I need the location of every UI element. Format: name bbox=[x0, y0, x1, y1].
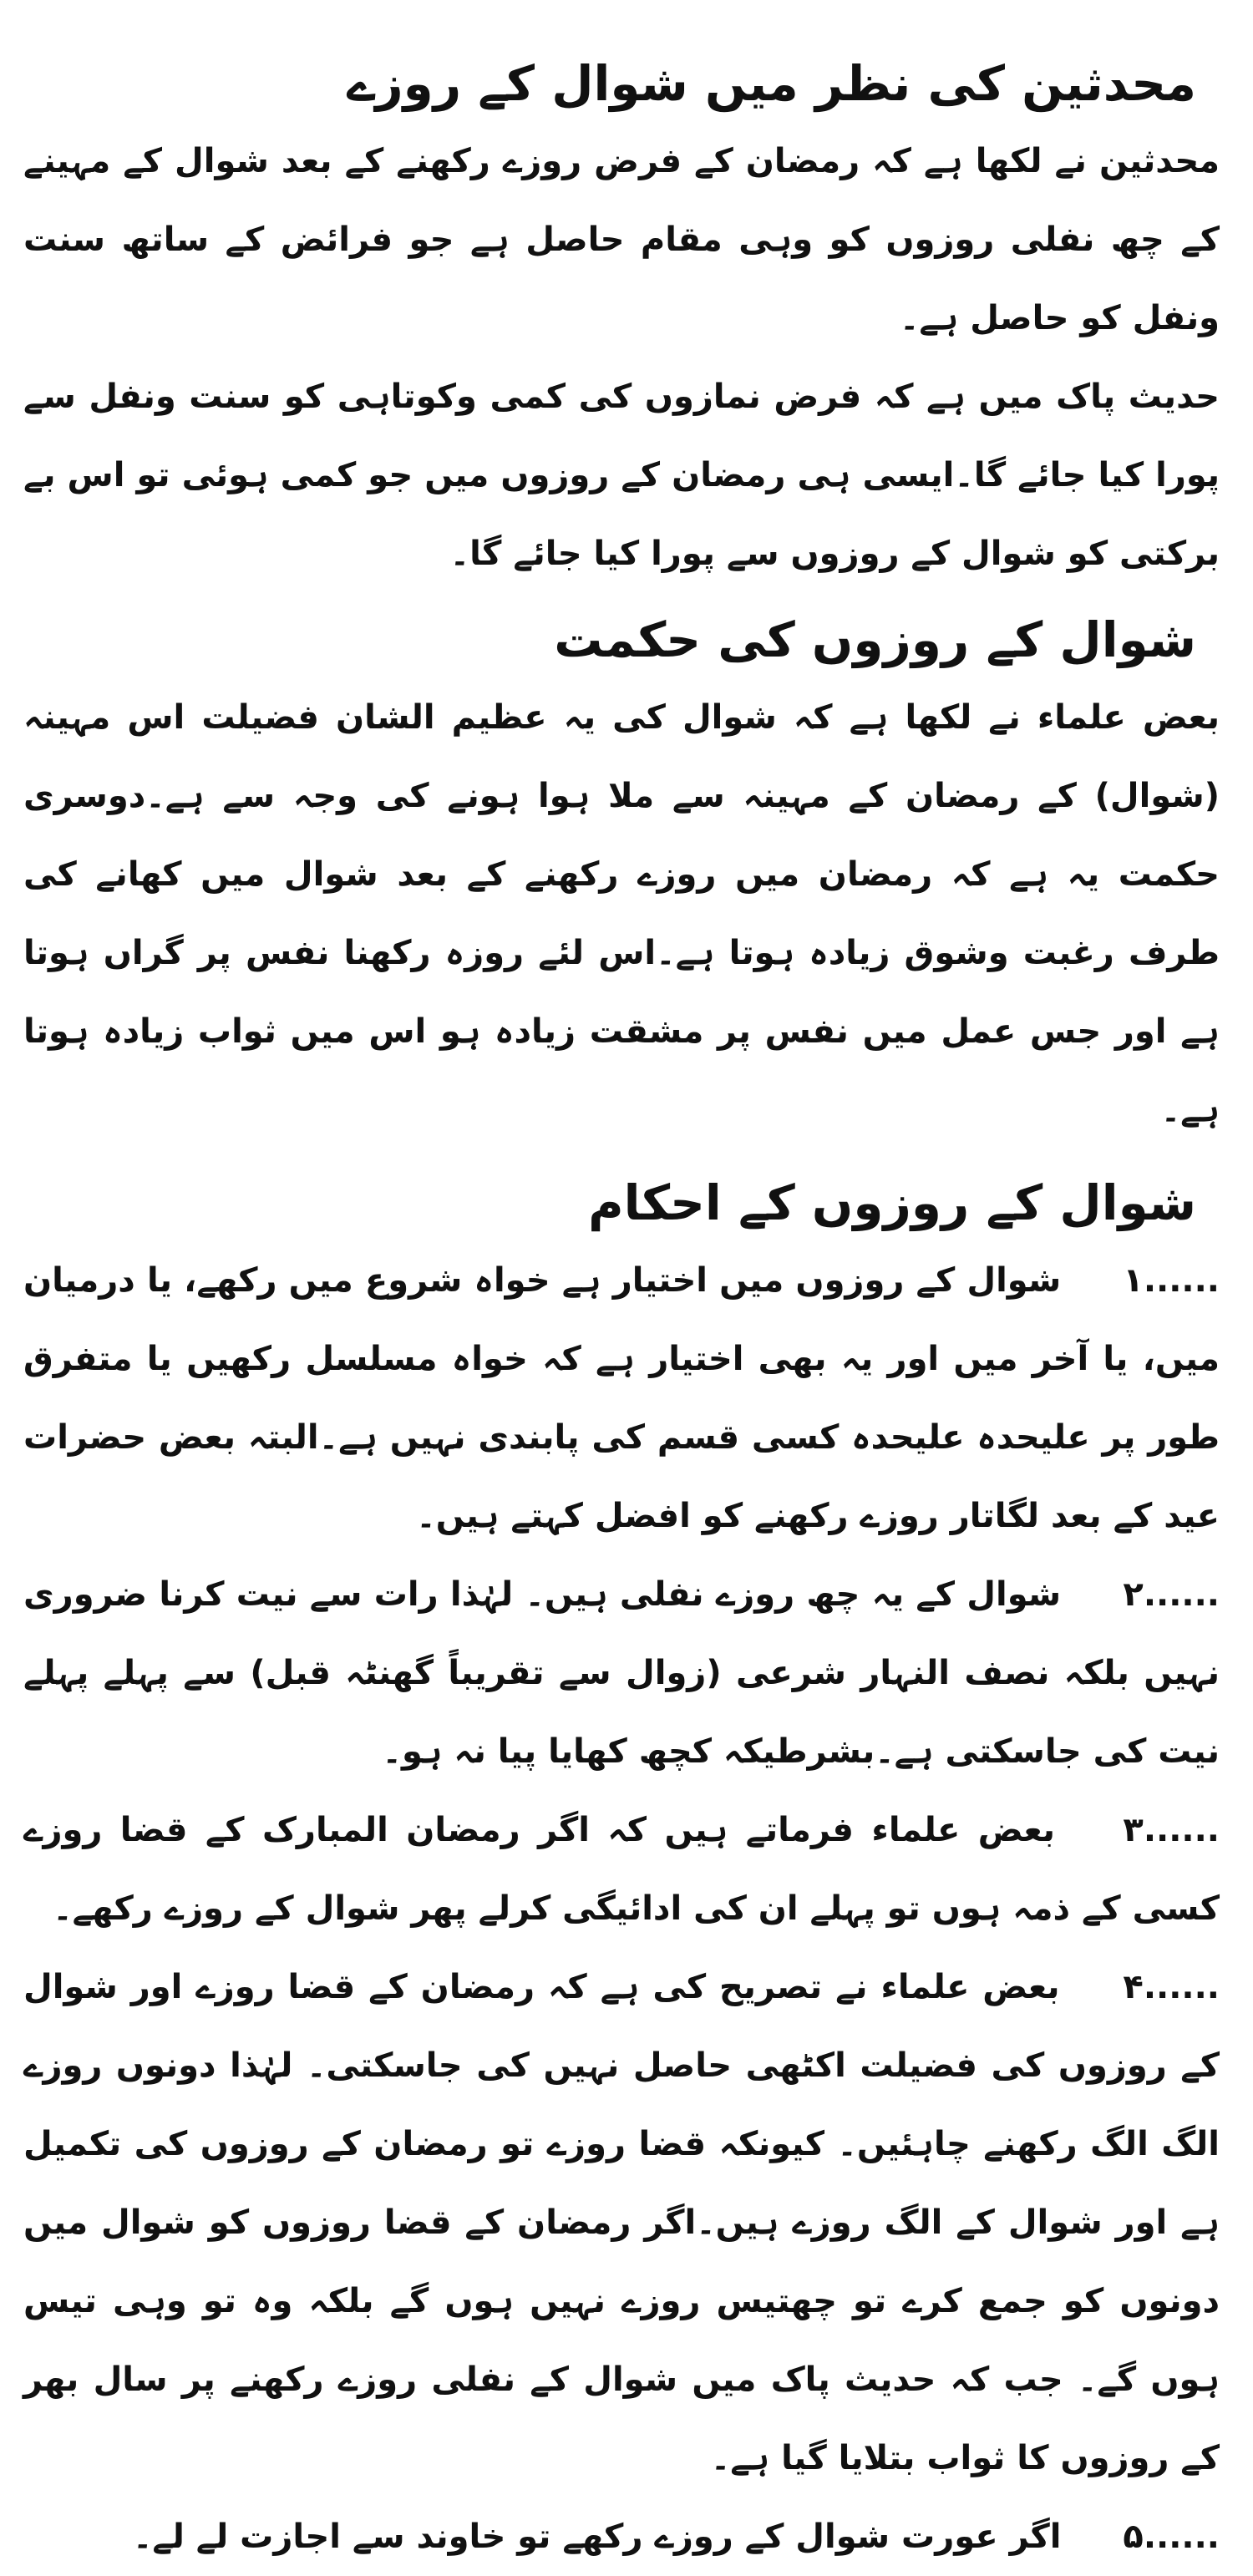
list-item bbox=[23, 2497, 1220, 2576]
item-text: اگر عورت شوال کے روزے رکھے تو خاوند سے اجازت لے لے۔ bbox=[132, 2518, 1062, 2556]
item-number: ۴...... bbox=[1123, 1968, 1220, 2006]
section-heading: شوال کے روزوں کی حکمت bbox=[554, 611, 1196, 668]
item-number: ۵...... bbox=[1123, 2518, 1220, 2556]
item-text: بعض علماء نے تصریح کی ہے کہ رمضان کے قضا روزے اور شوال کے روزوں کی فضیلت اکٹھی حاصل نہیں کی جاسکتی۔ لہٰذا دونوں روزے الگ الگ رکھنے چاہئیں۔ کیونکہ قضا روزے تو رمضان کے روزوں کی تکمیل ہے اور شوال کے الگ روزے ہیں۔اگر رمضان کے قضا روزوں کو شوال میں دونوں کو جمع کرے تو چھتیس روزے نہیں ہوں گے بلکہ وہ تو وہی تیس ہوں گے۔ جب کہ حدیث پاک میں شوال کے نفلی روزے رکھنے پر سال بھر کے روزوں کا ثواب بتلایا گیا ہے۔ bbox=[23, 1968, 1220, 2477]
item-text: شوال کے روزوں میں اختیار ہے خواہ شروع میں رکھے، یا درمیان میں، یا آخر میں اور یہ بھی اختیار ہے کہ خواہ مسلسل رکھیں یا متفرق طور پر علیحدہ علیحدہ کسی قسم کی پابندی نہیں ہے۔البتہ بعض حضرات عید کے بعد لگاتار روزے رکھنے کو افضل کہتے ہیں۔ bbox=[23, 1261, 1220, 1535]
paragraph: محدثین نے لکھا ہے کہ رمضان کے فرض روزے رکھنے کے بعد شوال کے مہینے کے چھ نفلی روزوں کو وہی مقام حاصل ہے جو فرائض کے ساتھ سنت ونفل کو حاصل ہے۔ bbox=[23, 142, 1220, 337]
paragraph: حدیث پاک میں ہے کہ فرض نمازوں کی کمی وکوتاہی کو سنت ونفل سے پورا کیا جائے گا۔ایسی ہی رمضان کے روزوں میں جو کمی ہوئی تو اس بے برکتی کو شوال کے روزوں سے پورا کیا جائے گا۔ bbox=[23, 378, 1220, 573]
section-muhaddithin bbox=[23, 45, 1220, 593]
item-number: ۳...... bbox=[1123, 1811, 1220, 1849]
section-heading: محدثین کی نظر میں شوال کے روزے bbox=[347, 55, 1196, 112]
item-number: ۲...... bbox=[1123, 1575, 1220, 1614]
list-item bbox=[23, 1948, 1220, 2497]
list-item bbox=[23, 1241, 1220, 1555]
paragraph: بعض علماء نے لکھا ہے کہ شوال کی یہ عظیم الشان فضیلت اس مہینہ (شوال) کے رمضان کے مہینہ سے ملا ہوا ہونے کی وجہ سے ہے۔دوسری حکمت یہ ہے کہ رمضان میں روزے رکھنے کے بعد شوال میں کھانے کی طرف رغبت وشوق زیادہ ہوتا ہے۔اس لئے روزہ رکھنا نفس پر گراں ہوتا ہے اور جس عمل میں نفس پر مشقت زیادہ ہو اس میں ثواب زیادہ ہوتا ہے۔ bbox=[23, 698, 1220, 1129]
item-text: بعض علماء فرماتے ہیں کہ اگر رمضان المبارک کے قضا روزے کسی کے ذمہ ہوں تو پہلے ان کی ادائیگی کرلے پھر شوال کے روزے رکھے۔ bbox=[23, 1811, 1220, 1928]
list-item bbox=[23, 1791, 1220, 1948]
section-ahkam bbox=[23, 1164, 1220, 2576]
item-number: ۱...... bbox=[1123, 1261, 1220, 1300]
list-item bbox=[23, 1555, 1220, 1791]
rules-list bbox=[23, 1241, 1220, 2576]
section-hikmat bbox=[23, 601, 1220, 1149]
item-text: شوال کے یہ چھ روزے نفلی ہیں۔ لہٰذا رات سے نیت کرنا ضروری نہیں بلکہ نصف النہار شرعی (زوال سے تقریباً گھنٹہ قبل) سے پہلے پہلے نیت کی جاسکتی ہے۔بشرطیکہ کچھ کھایا پیا نہ ہو۔ bbox=[23, 1575, 1220, 1771]
section-heading: شوال کے روزوں کے احکام bbox=[588, 1174, 1196, 1231]
